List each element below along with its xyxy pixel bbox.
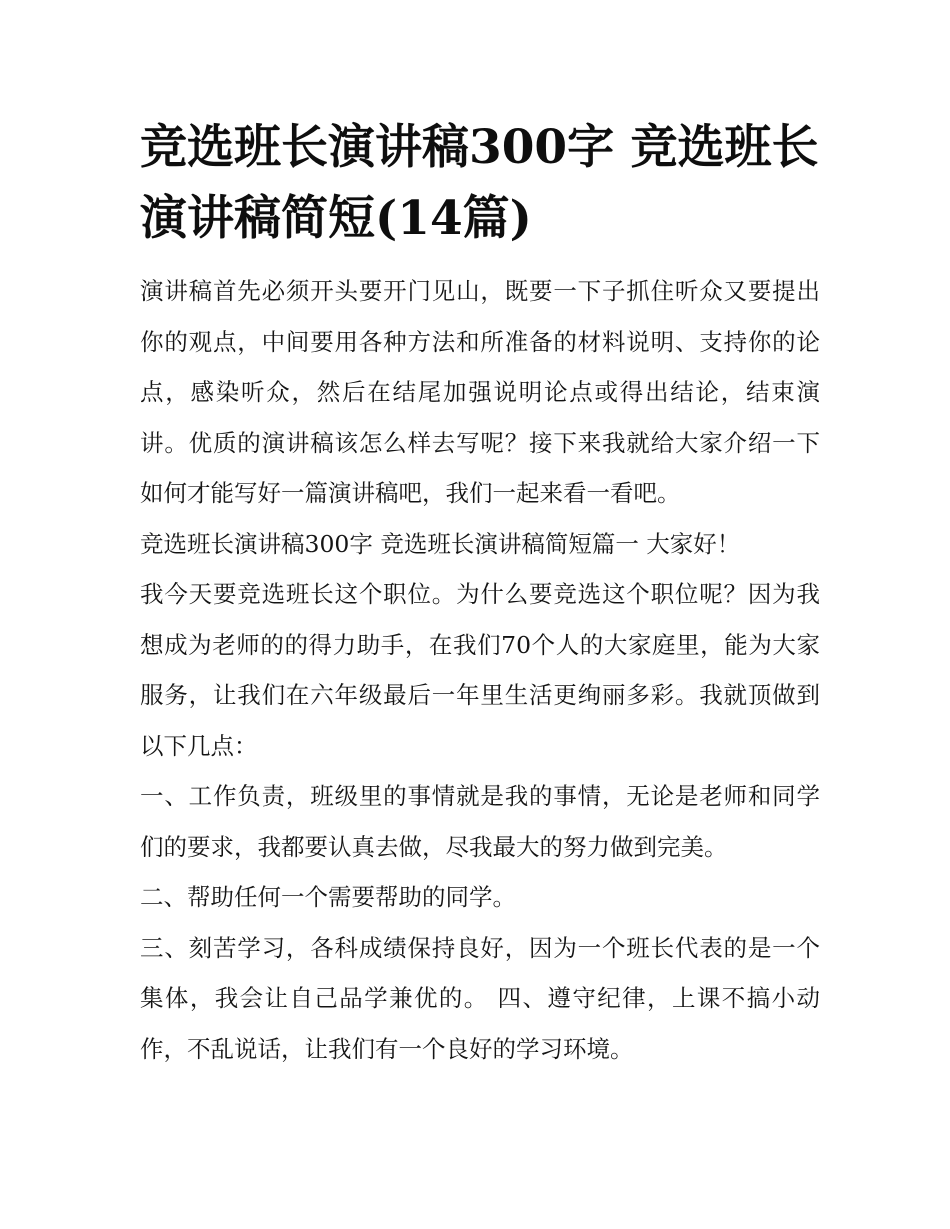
point-two-paragraph: 二、帮助任何一个需要帮助的同学。 <box>140 883 516 911</box>
document-body <box>140 266 820 1074</box>
section-heading-paragraph: 竞选班长演讲稿300字 竞选班长演讲稿简短篇一 大家好！ <box>140 529 741 558</box>
document-title: 竞选班长演讲稿300字 竞选班长演讲稿简短(14篇) <box>140 120 819 246</box>
document-page <box>140 112 820 1074</box>
intro-paragraph: 演讲稿首先必须开头要开门见山，既要一下子抓住听众又要提出你的观点，中间要用各种方法和所准备的材料说明、支持你的论点，感染听众，然后在结尾加强说明论点或得出结论，结束演讲。优质的演讲稿该怎么样去写呢？接下来我就给大家介绍一下如何才能写好一篇演讲稿吧，我们一起来看一看吧。 <box>140 277 820 507</box>
speech-paragraph: 我今天要竞选班长这个职位。为什么要竞选这个职位呢？因为我想成为老师的的得力助手，在我们70个人的大家庭里，能为大家服务，让我们在六年级最后一年里生活更绚丽多彩。我就顶做到以下几点： <box>140 580 820 760</box>
point-one-paragraph: 一、工作负责，班级里的事情就是我的事情，无论是老师和同学们的要求，我都要认真去做，尽我最大的努力做到完美。 <box>140 782 820 861</box>
point-three-four-paragraph: 三、刻苦学习，各科成绩保持良好，因为一个班长代表的是一个集体，我会让自己品学兼优的。 四、遵守纪律，上课不搞小动作，不乱说话，让我们有一个良好的学习环境。 <box>140 933 820 1063</box>
